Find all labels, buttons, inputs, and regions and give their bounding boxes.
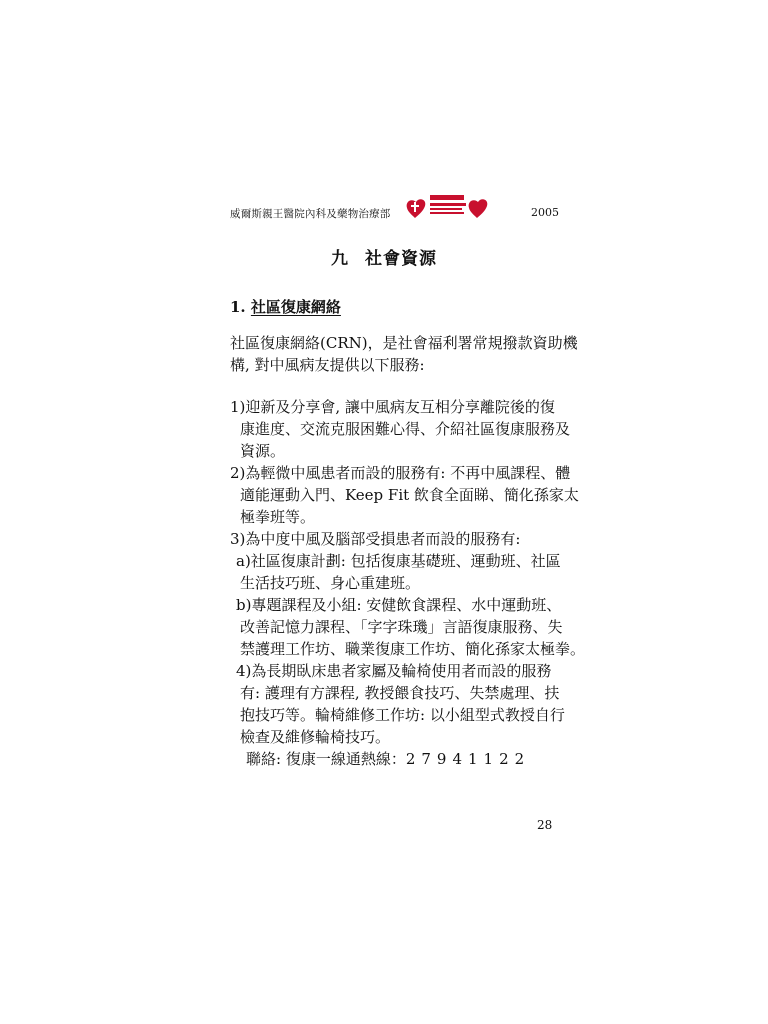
header-year: 2005 [531, 206, 559, 219]
page-number: 28 [537, 818, 553, 832]
section-heading [230, 296, 341, 317]
list-item-line: 2)為輕微中風患者而設的服務有: 不再中風課程、體 [230, 464, 571, 482]
list-item-line: a)社區復康計劃: 包括復康基礎班、運動班、社區 [236, 552, 561, 570]
list-item-line: 檢查及維修輪椅技巧。 [240, 728, 391, 746]
list-item-line: 禁護理工作坊、職業復康工作坊、簡化孫家太極拳。 [240, 640, 586, 658]
list-item-line: b)專題課程及小組: 安健飲食課程、水中運動班、 [236, 596, 562, 614]
header-department: 威爾斯親王醫院內科及藥物治療部 [230, 208, 391, 220]
list-item-line: 資源。 [240, 442, 286, 460]
list-item-line: 生活技巧班、身心重建班。 [240, 574, 421, 592]
list-item-line: 適能運動入門、Keep Fit 飲食全面睇、簡化孫家太 [240, 486, 579, 504]
list-item-line: 1)迎新及分享會, 讓中風病友互相分享離院後的復 [230, 398, 555, 416]
intro-line: 構, 對中風病友提供以下服務: [230, 356, 425, 374]
section-number: 1. [230, 298, 246, 316]
list-item-line: 康進度、交流克服困難心得、介紹社區復康服務及 [240, 420, 571, 438]
list-item-line: 3)為中度中風及腦部受損患者而設的服務有: [230, 530, 521, 548]
list-item-line: 極拳班等。 [240, 508, 316, 526]
list-item-line: 改善記憶力課程、「字字珠璣」言語復康服務、失 [240, 618, 563, 636]
list-item-line: 4)為長期臥床患者家屬及輪椅使用者而設的服務 [236, 662, 552, 680]
hotline-number: 27941122 [405, 750, 531, 768]
intro-line: 社區復康網絡(CRN)，是社會福利署常規撥款資助機 [230, 334, 578, 352]
section-title: 社區復康網絡 [250, 298, 341, 316]
contact-line [246, 748, 530, 770]
title-number: 九 [331, 249, 349, 269]
hospital-authority-logo-icon [403, 192, 489, 222]
page-title [0, 244, 768, 269]
contact-label: 聯絡: 復康一線通熱線： [246, 750, 406, 768]
title-text: 社會資源 [365, 249, 437, 269]
list-item-line: 抱技巧等。輪椅維修工作坊: 以小組型式教授自行 [240, 706, 565, 724]
list-item-line: 有: 護理有方課程, 教授餵食技巧、失禁處理、扶 [240, 684, 560, 702]
